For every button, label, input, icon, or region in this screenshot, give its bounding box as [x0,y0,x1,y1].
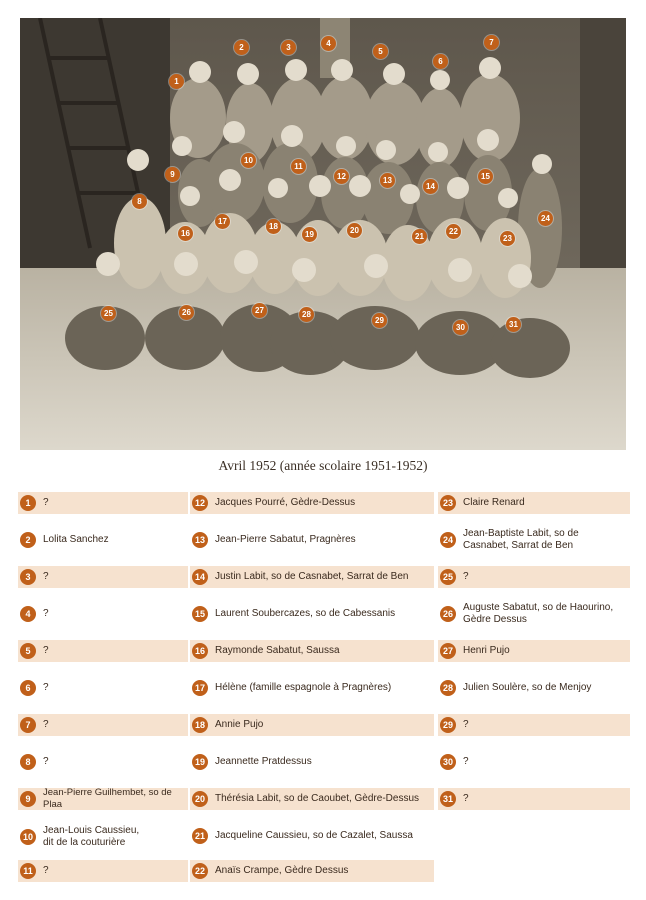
person-name: Lolita Sanchez [43,534,109,545]
photo-marker-30: 30 [453,320,468,335]
number-badge: 4 [20,606,36,622]
legend-entry [438,640,630,662]
legend-entry [190,602,434,626]
person-name: ? [43,756,49,767]
photo-marker-23: 23 [500,231,515,246]
person-name: Auguste Sabatut, so de Haourino, Gèdre Dessus [463,602,614,625]
photo-marker-14: 14 [423,179,438,194]
photo-marker-11: 11 [291,159,306,174]
photo-marker-15: 15 [478,169,493,184]
number-badge: 7 [20,717,36,733]
person-name: Jean-Louis Caussieu, dit de la couturière [43,825,140,848]
number-badge: 30 [440,754,456,770]
photo-marker-27: 27 [252,303,267,318]
legend-entry [190,750,434,774]
number-badge: 31 [440,791,456,807]
legend-entry [18,492,188,514]
legend-entry [18,640,188,662]
photo-marker-10: 10 [241,153,256,168]
photo-marker-2: 2 [234,40,249,55]
photo-marker-21: 21 [412,229,427,244]
person-name: ? [43,608,49,619]
number-badge: 27 [440,643,456,659]
number-badge: 18 [192,717,208,733]
person-name: ? [463,756,469,767]
person-name: ? [43,682,49,693]
photo-caption: Avril 1952 (année scolaire 1951-1952) [218,458,428,473]
photo-marker-6: 6 [433,54,448,69]
number-badge: 19 [192,754,208,770]
number-badge: 17 [192,680,208,696]
legend-entry [190,528,434,552]
person-name: ? [463,719,469,730]
legend-entry [438,714,630,736]
photo-marker-7: 7 [484,35,499,50]
legend-entry [18,788,188,810]
photo-marker-31: 31 [506,317,521,332]
number-badge: 8 [20,754,36,770]
number-badge: 5 [20,643,36,659]
photo-marker-22: 22 [446,224,461,239]
person-name: Hélène (famille espagnole à Pragnères) [215,682,392,693]
legend-entry [438,598,630,630]
number-badge: 21 [192,828,208,844]
photo-marker-18: 18 [266,219,281,234]
person-name: Anaïs Crampe, Gèdre Dessus [215,865,349,876]
person-name: Jeannette Pratdessus [215,756,312,767]
person-name: Raymonde Sabatut, Saussa [215,645,340,656]
number-badge: 6 [20,680,36,696]
person-name: Jacques Pourré, Gèdre-Dessus [215,497,356,508]
person-name: ? [43,571,49,582]
person-name: ? [463,793,469,804]
number-badge: 14 [192,569,208,585]
photo-marker-28: 28 [299,307,314,322]
legend-entry [18,676,188,700]
photo-marker-9: 9 [165,167,180,182]
number-badge: 16 [192,643,208,659]
person-name: ? [463,571,469,582]
legend-entry [438,750,630,774]
number-badge: 20 [192,791,208,807]
legend-entry [190,860,434,882]
person-name: Jean-Baptiste Labit, so de Casnabet, Sarrat de Ben [463,528,579,551]
person-name: ? [43,497,49,508]
person-name: Justin Labit, so de Casnabet, Sarrat de Ben [215,571,409,582]
photo-marker-19: 19 [302,227,317,242]
person-name: ? [43,865,49,876]
legend-entry [438,524,630,556]
photo-marker-29: 29 [372,313,387,328]
person-name: Thérésia Labit, so de Caoubet, Gèdre-Dessus [215,793,419,804]
legend-entry [190,566,434,588]
photo-marker-26: 26 [179,305,194,320]
number-badge: 25 [440,569,456,585]
photo-marker-24: 24 [538,211,553,226]
legend-entry [190,640,434,662]
person-name: Laurent Soubercazes, so de Cabessanis [215,608,396,619]
number-badge: 9 [20,791,36,807]
number-badge: 2 [20,532,36,548]
photo-marker-12: 12 [334,169,349,184]
legend-entry [190,824,434,848]
number-badge: 11 [20,863,36,879]
photo-marker-1: 1 [169,74,184,89]
person-name: Annie Pujo [215,719,264,730]
photo-marker-8: 8 [132,194,147,209]
person-name: Henri Pujo [463,645,510,656]
photo-marker-5: 5 [373,44,388,59]
number-badge: 22 [192,863,208,879]
person-name: Claire Renard [463,497,525,508]
photo-marker-20: 20 [347,223,362,238]
person-name: Jacqueline Caussieu, so de Cazalet, Saussa [215,830,413,841]
legend-entry [438,492,630,514]
number-badge: 12 [192,495,208,511]
legend-entry [18,566,188,588]
person-name: ? [43,719,49,730]
number-badge: 1 [20,495,36,511]
legend-entry [18,528,188,552]
number-badge: 26 [440,606,456,622]
legend-entry [190,492,434,514]
legend-entry [438,676,630,700]
legend-entry [438,566,630,588]
legend-entry [190,788,434,810]
number-badge: 28 [440,680,456,696]
photo-marker-16: 16 [178,226,193,241]
person-name: ? [43,645,49,656]
number-badge: 29 [440,717,456,733]
legend-entry [18,602,188,626]
number-badge: 13 [192,532,208,548]
legend-entry [18,750,188,774]
number-badge: 10 [20,829,36,845]
person-name: Jean-Pierre Sabatut, Pragnères [215,534,356,545]
number-badge: 24 [440,532,456,548]
number-badge: 3 [20,569,36,585]
number-badge: 15 [192,606,208,622]
legend-entry [18,860,188,882]
number-badge: 23 [440,495,456,511]
photo-marker-4: 4 [321,36,336,51]
legend-entry [190,714,434,736]
person-name: Julien Soulère, so de Menjoy [463,682,592,693]
legend-entry [18,714,188,736]
legend-entry [438,788,630,810]
photo-marker-17: 17 [215,214,230,229]
legend-entry [18,822,188,852]
photo-marker-25: 25 [101,306,116,321]
photo-marker-13: 13 [380,173,395,188]
person-name: Jean-Pierre Guilhembet, so de Plaa [43,787,172,810]
photo-marker-3: 3 [281,40,296,55]
legend-entry [190,676,434,700]
